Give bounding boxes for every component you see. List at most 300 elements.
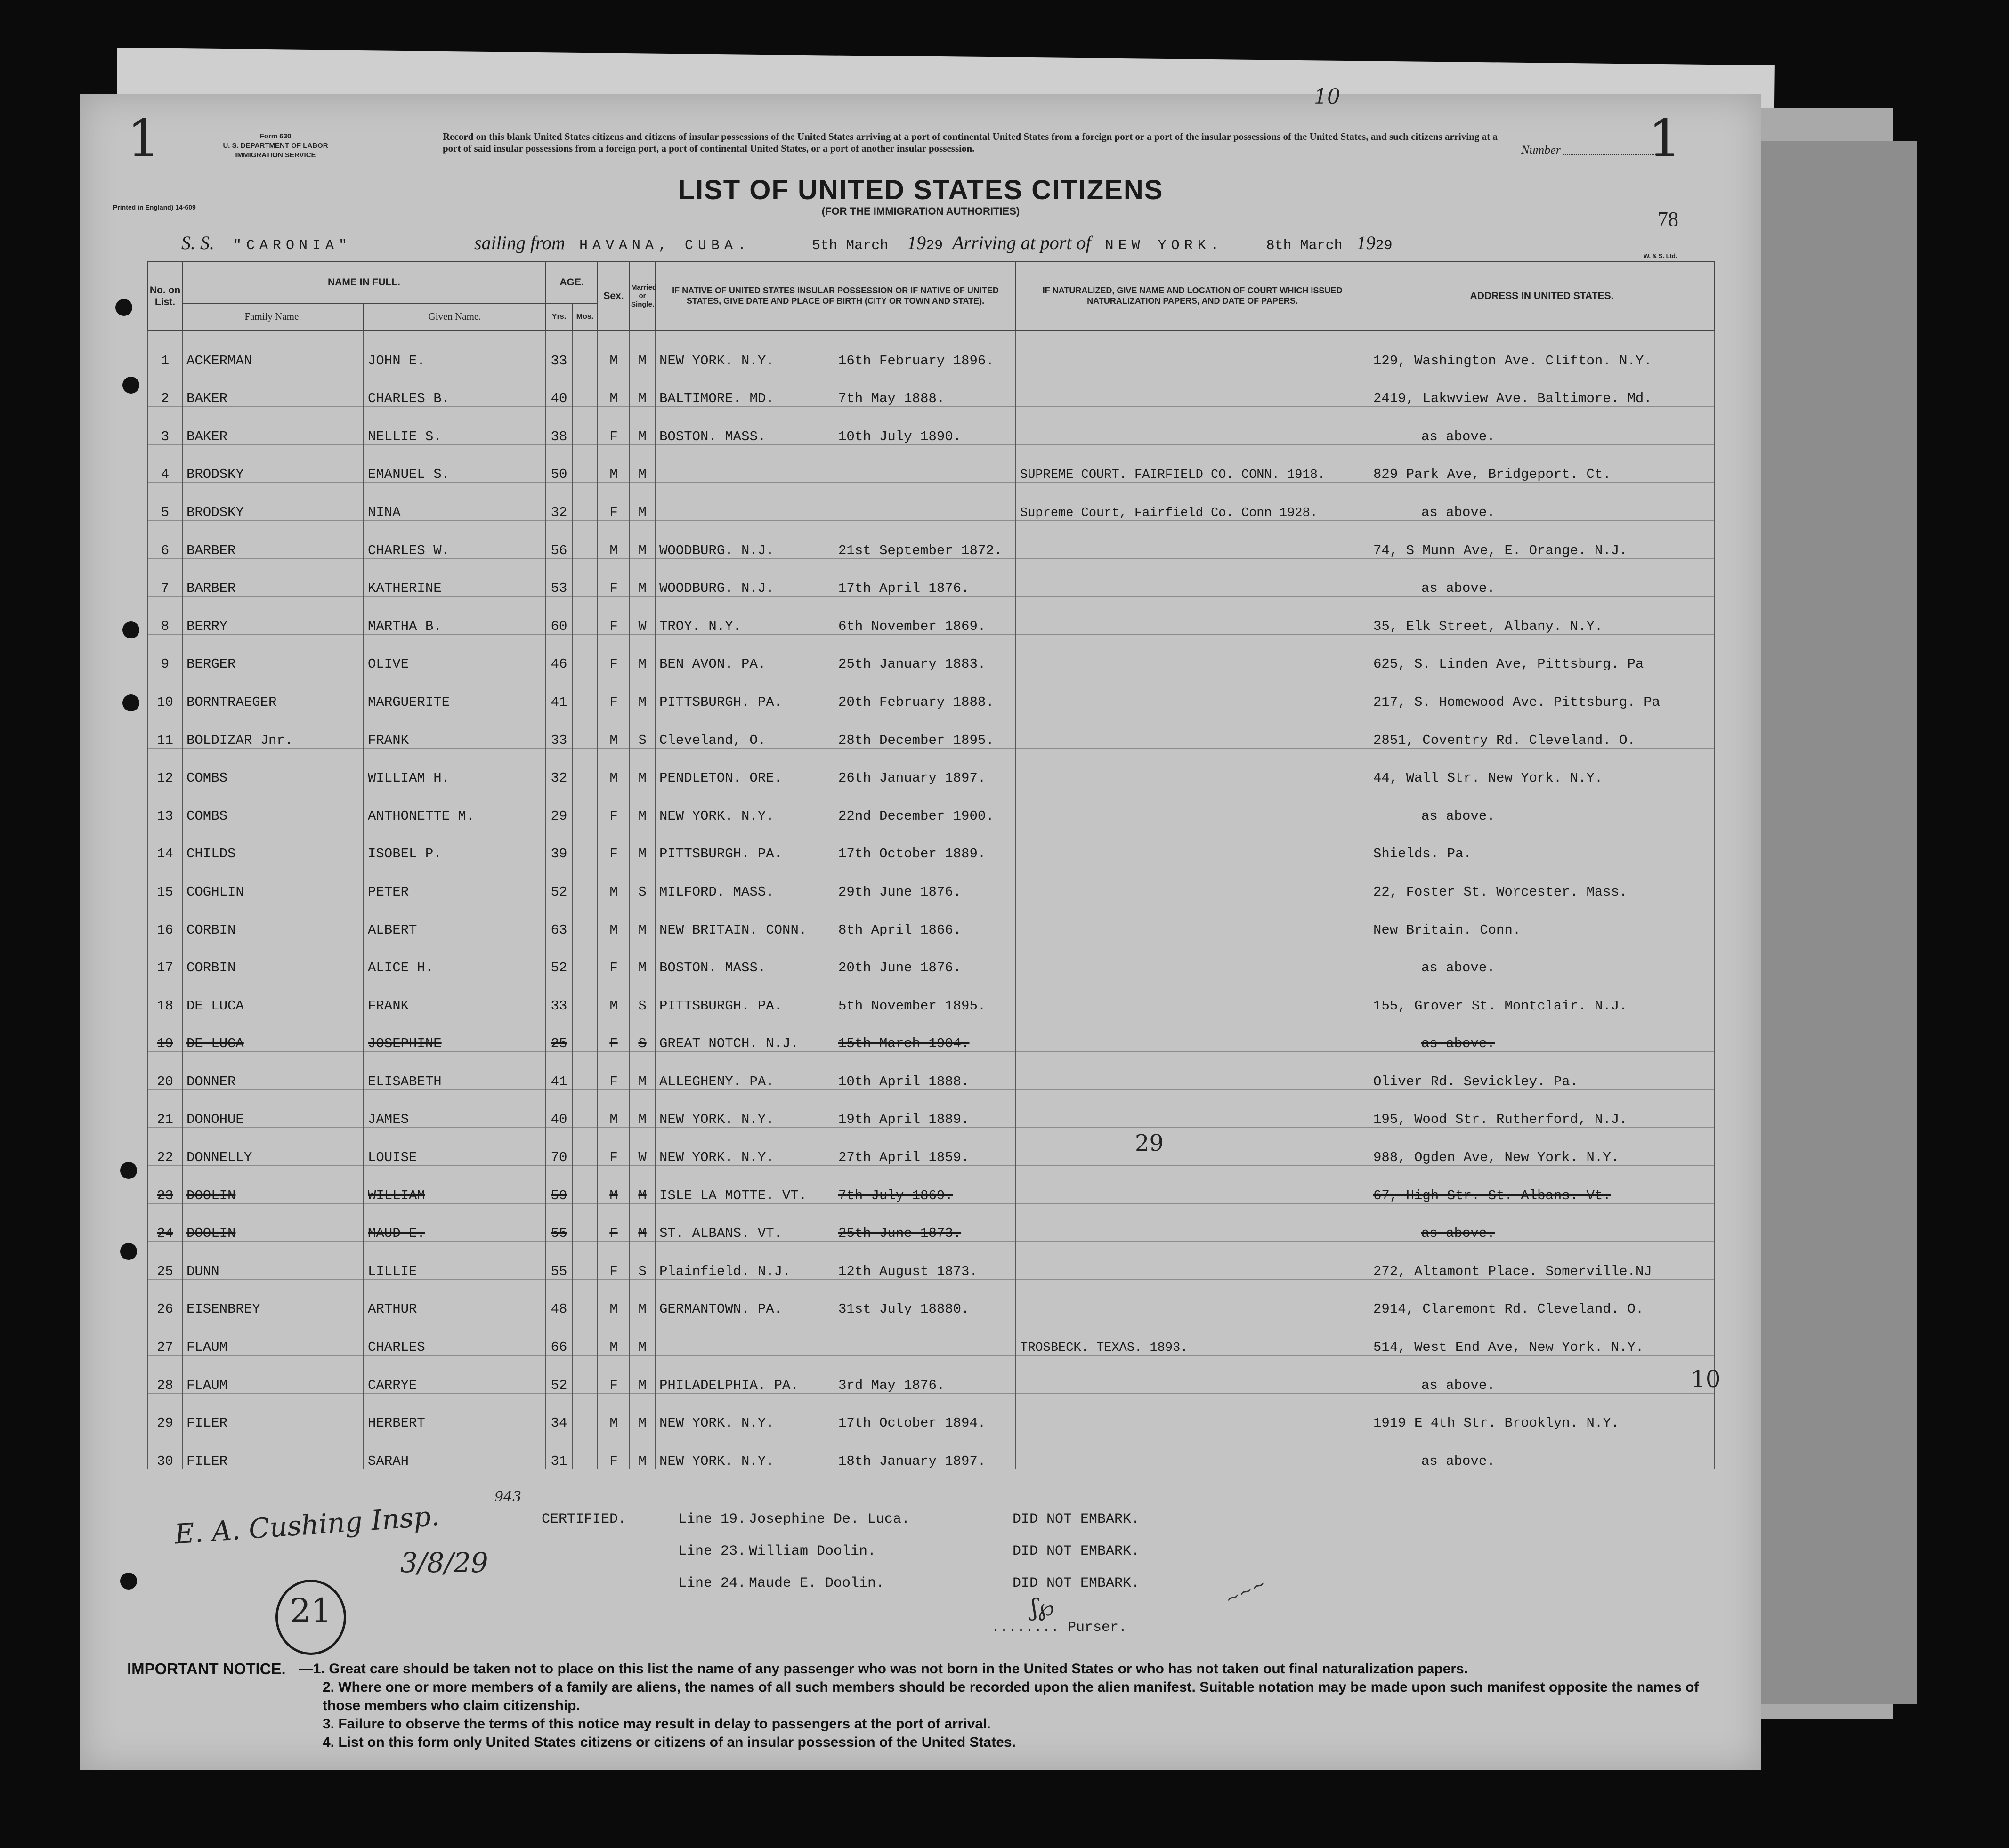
- birth-place: PITTSBURGH. PA.: [659, 846, 783, 862]
- sex: M: [598, 444, 630, 483]
- col-native: IF NATIVE OF UNITED STATES INSULAR POSSESSION OR IF NATIVE OF UNITED STATES, GIVE DATE AND PLACE OF BIRTH (CITY OR TOWN AND STATE).: [655, 262, 1016, 331]
- notice-item: 3. Failure to observe the terms of this notice may result in delay to passengers at the port of arrival.: [323, 1716, 991, 1732]
- given-name: JAMES: [364, 1089, 546, 1128]
- naturalization: [1016, 1128, 1369, 1166]
- given-name: WILLIAM: [364, 1166, 546, 1204]
- naturalization: [1016, 1203, 1369, 1242]
- age-years: 60: [546, 597, 572, 635]
- row-number: 14: [148, 824, 182, 862]
- given-name: WILLIAM H.: [364, 748, 546, 786]
- family-name: BERRY: [182, 597, 364, 635]
- birth-place: GREAT NOTCH. N.J.: [659, 1036, 799, 1052]
- marital-status: M: [630, 1356, 655, 1394]
- binder-hole: [120, 1243, 137, 1260]
- arrival-port: NEW YORK.: [1105, 238, 1224, 254]
- dne-line: Line 24.: [678, 1575, 746, 1591]
- age-years: 41: [546, 1052, 572, 1090]
- row-number: 2: [148, 369, 182, 407]
- address: Oliver Rd. Sevickley. Pa.: [1369, 1052, 1715, 1090]
- given-name: JOSEPHINE: [364, 1014, 546, 1052]
- age-years: 31: [546, 1431, 572, 1469]
- birth-info: [655, 331, 1016, 369]
- table-row: [148, 369, 1715, 407]
- marital-status: M: [630, 824, 655, 862]
- birth-place: TROY. N.Y.: [659, 618, 742, 634]
- table-row: [148, 483, 1715, 521]
- address: as above.: [1369, 1431, 1715, 1469]
- table-row: [148, 1317, 1715, 1356]
- given-name: CHARLES B.: [364, 369, 546, 407]
- birth-date: 21st September 1872.: [838, 542, 1003, 558]
- birth-place: NEW YORK. N.Y.: [659, 353, 774, 369]
- row-number: 11: [148, 710, 182, 748]
- table-row: [148, 672, 1715, 710]
- family-name: DONNELLY: [182, 1128, 364, 1166]
- row-number: 29: [148, 1393, 182, 1431]
- age-years: 33: [546, 710, 572, 748]
- naturalization: [1016, 748, 1369, 786]
- certified-label: CERTIFIED.: [542, 1511, 627, 1527]
- age-years: 55: [546, 1203, 572, 1242]
- sex: M: [598, 1279, 630, 1317]
- birth-place: BOSTON. MASS.: [659, 428, 766, 444]
- age-years: 32: [546, 748, 572, 786]
- age-months: [572, 786, 598, 824]
- naturalization: [1016, 824, 1369, 862]
- given-name: LOUISE: [364, 1128, 546, 1166]
- address: as above.: [1369, 938, 1715, 976]
- family-name: CORBIN: [182, 938, 364, 976]
- birth-info: [655, 710, 1016, 748]
- table-row: [148, 331, 1715, 369]
- sex: F: [598, 1128, 630, 1166]
- form-header: [221, 132, 330, 160]
- row-number: 27: [148, 1317, 182, 1356]
- marital-status: M: [630, 672, 655, 710]
- family-name: BARBER: [182, 520, 364, 558]
- family-name: BAKER: [182, 369, 364, 407]
- sex: F: [598, 634, 630, 672]
- marital-status: M: [630, 331, 655, 369]
- table-row: [148, 1089, 1715, 1128]
- given-name: SARAH: [364, 1431, 546, 1469]
- age-months: [572, 1128, 598, 1166]
- marital-status: M: [630, 558, 655, 597]
- sex: M: [598, 1317, 630, 1356]
- binder-hole: [122, 694, 139, 711]
- binder-hole: [122, 621, 139, 638]
- sex: M: [598, 900, 630, 938]
- arrival-date: 8th March: [1266, 238, 1343, 254]
- sailing-label: sailing from: [474, 232, 566, 253]
- age-months: [572, 1166, 598, 1204]
- family-name: FLAUM: [182, 1317, 364, 1356]
- age-years: 32: [546, 483, 572, 521]
- birth-place: PITTSBURGH. PA.: [659, 998, 783, 1014]
- given-name: ALBERT: [364, 900, 546, 938]
- birth-date: 20th June 1876.: [838, 960, 962, 976]
- naturalization: [1016, 672, 1369, 710]
- birth-date: 31st July 18880.: [838, 1301, 970, 1317]
- table-row: [148, 824, 1715, 862]
- birth-place: GERMANTOWN. PA.: [659, 1301, 783, 1317]
- age-years: 52: [546, 1356, 572, 1394]
- row-number: 6: [148, 520, 182, 558]
- row-number: 3: [148, 407, 182, 445]
- given-name: ALICE H.: [364, 938, 546, 976]
- birth-date: 12th August 1873.: [838, 1263, 978, 1279]
- table-row: [148, 786, 1715, 824]
- notice-lead: IMPORTANT NOTICE.: [127, 1660, 286, 1678]
- family-name: ACKERMAN: [182, 331, 364, 369]
- birth-place: NEW YORK. N.Y.: [659, 1415, 774, 1431]
- family-name: BORNTRAEGER: [182, 672, 364, 710]
- address: New Britain. Conn.: [1369, 900, 1715, 938]
- marital-status: M: [630, 1089, 655, 1128]
- marital-status: M: [630, 1203, 655, 1242]
- age-months: [572, 444, 598, 483]
- given-name: KATHERINE: [364, 558, 546, 597]
- naturalization: Supreme Court, Fairfield Co. Conn 1928.: [1016, 483, 1369, 521]
- dne-name: William Doolin.: [749, 1543, 876, 1559]
- marital-status: M: [630, 369, 655, 407]
- age-years: 56: [546, 520, 572, 558]
- marital-status: M: [630, 407, 655, 445]
- birth-date: 6th November 1869.: [838, 618, 986, 634]
- sex: M: [598, 748, 630, 786]
- address: as above.: [1369, 1203, 1715, 1242]
- sex: F: [598, 938, 630, 976]
- family-name: BARBER: [182, 558, 364, 597]
- age-years: 52: [546, 862, 572, 900]
- binder-hole: [120, 1573, 137, 1590]
- birth-date: 5th November 1895.: [838, 998, 986, 1014]
- birth-place: ISLE LA MOTTE. VT.: [659, 1187, 807, 1203]
- count-annotation: 29: [1135, 1130, 1164, 1156]
- row-number: 28: [148, 1356, 182, 1394]
- circled-count-value: 21: [290, 1591, 332, 1630]
- form-department: U. S. DEPARTMENT OF LABOR: [223, 142, 328, 150]
- table-row: [148, 634, 1715, 672]
- marital-status: S: [630, 1014, 655, 1052]
- marital-status: M: [630, 748, 655, 786]
- birth-info: [655, 1431, 1016, 1469]
- birth-date: 29th June 1876.: [838, 884, 962, 900]
- birth-info: [655, 520, 1016, 558]
- address: 2851, Coventry Rd. Cleveland. O.: [1369, 710, 1715, 748]
- sex: M: [598, 1089, 630, 1128]
- birth-info: [655, 407, 1016, 445]
- marital-status: S: [630, 976, 655, 1014]
- row-number: 22: [148, 1128, 182, 1166]
- age-months: [572, 483, 598, 521]
- marital-status: M: [630, 1166, 655, 1204]
- given-name: OLIVE: [364, 634, 546, 672]
- age-months: [572, 748, 598, 786]
- given-name: CARRYE: [364, 1356, 546, 1394]
- col-address: ADDRESS IN UNITED STATES.: [1369, 262, 1715, 331]
- address: 272, Altamont Place. Somerville.NJ: [1369, 1242, 1715, 1280]
- age-years: 25: [546, 1014, 572, 1052]
- naturalization: [1016, 634, 1369, 672]
- given-name: PETER: [364, 862, 546, 900]
- marital-status: M: [630, 1431, 655, 1469]
- sex: F: [598, 597, 630, 635]
- address: 2419, Lakwview Ave. Baltimore. Md.: [1369, 369, 1715, 407]
- age-years: 48: [546, 1279, 572, 1317]
- address: Shields. Pa.: [1369, 824, 1715, 862]
- given-name: MAUD E.: [364, 1203, 546, 1242]
- birth-info: [655, 558, 1016, 597]
- page-subtitle: (FOR THE IMMIGRATION AUTHORITIES): [821, 205, 1020, 217]
- birth-date: 7th July 1869.: [838, 1187, 953, 1203]
- given-name: FRANK: [364, 976, 546, 1014]
- birth-info: [655, 597, 1016, 635]
- family-name: BRODSKY: [182, 483, 364, 521]
- age-months: [572, 938, 598, 976]
- dne-line: Line 23.: [678, 1543, 746, 1559]
- birth-place: Cleveland, O.: [659, 732, 766, 748]
- birth-info: [655, 824, 1016, 862]
- age-years: 40: [546, 369, 572, 407]
- page-mark-left: 1: [127, 108, 160, 169]
- birth-date: 15th March 1904.: [838, 1036, 970, 1052]
- top-scrawl: 10: [1314, 85, 1340, 109]
- binder-hole: [115, 299, 132, 316]
- marital-status: S: [630, 862, 655, 900]
- address: as above.: [1369, 483, 1715, 521]
- inspector-signature: E. A. Cushing Insp.: [173, 1500, 441, 1550]
- address: 829 Park Ave, Bridgeport. Ct.: [1369, 444, 1715, 483]
- birth-date: 10th April 1888.: [838, 1073, 970, 1089]
- age-months: [572, 558, 598, 597]
- table-row: [148, 1014, 1715, 1052]
- row-number: 26: [148, 1279, 182, 1317]
- birth-info: [655, 900, 1016, 938]
- birth-place: NEW YORK. N.Y.: [659, 1453, 774, 1469]
- important-notice: [127, 1660, 1714, 1751]
- birth-date: 17th April 1876.: [838, 581, 970, 597]
- age-months: [572, 407, 598, 445]
- row-number: 1: [148, 331, 182, 369]
- age-years: 63: [546, 900, 572, 938]
- birth-info: [655, 938, 1016, 976]
- form-number: Form 630: [259, 132, 292, 140]
- departure-port: HAVANA, CUBA.: [579, 238, 751, 254]
- naturalization: [1016, 862, 1369, 900]
- table-row: [148, 444, 1715, 483]
- marital-status: M: [630, 520, 655, 558]
- naturalization: [1016, 520, 1369, 558]
- naturalization: SUPREME COURT. FAIRFIELD CO. CONN. 1918.: [1016, 444, 1369, 483]
- address: 988, Ogden Ave, New York. N.Y.: [1369, 1128, 1715, 1166]
- marital-status: M: [630, 900, 655, 938]
- naturalization: [1016, 976, 1369, 1014]
- col-sex: Sex.: [598, 262, 630, 331]
- age-years: 50: [546, 444, 572, 483]
- row-number: 13: [148, 786, 182, 824]
- table-row: [148, 976, 1715, 1014]
- age-months: [572, 331, 598, 369]
- dne-name: Maude E. Doolin.: [749, 1575, 885, 1591]
- table-row: [148, 1203, 1715, 1242]
- sex: M: [598, 331, 630, 369]
- passenger-table: [147, 261, 1715, 1469]
- col-family-name: Family Name.: [182, 303, 364, 331]
- naturalization: [1016, 1242, 1369, 1280]
- table-row: [148, 597, 1715, 635]
- family-name: BRODSKY: [182, 444, 364, 483]
- address: 22, Foster St. Worcester. Mass.: [1369, 862, 1715, 900]
- address: 1919 E 4th Str. Brooklyn. N.Y.: [1369, 1393, 1715, 1431]
- age-months: [572, 1317, 598, 1356]
- marital-status: M: [630, 1279, 655, 1317]
- address: 514, West End Ave, New York. N.Y.: [1369, 1317, 1715, 1356]
- birth-info: [655, 862, 1016, 900]
- birth-place: NEW YORK. N.Y.: [659, 1150, 774, 1166]
- age-months: [572, 710, 598, 748]
- naturalization: [1016, 1014, 1369, 1052]
- family-name: DE LUCA: [182, 976, 364, 1014]
- table-row: [148, 900, 1715, 938]
- given-name: JOHN E.: [364, 331, 546, 369]
- sex: F: [598, 1431, 630, 1469]
- manifest-page: [80, 85, 1761, 1770]
- table-row: [148, 1279, 1715, 1317]
- age-months: [572, 1279, 598, 1317]
- marital-status: W: [630, 1128, 655, 1166]
- table-row: [148, 1431, 1715, 1469]
- row-number: 7: [148, 558, 182, 597]
- naturalization: [1016, 369, 1369, 407]
- family-name: CORBIN: [182, 900, 364, 938]
- sex: F: [598, 483, 630, 521]
- row-number: 17: [148, 938, 182, 976]
- naturalization: [1016, 938, 1369, 976]
- age-months: [572, 520, 598, 558]
- birth-info: [655, 976, 1016, 1014]
- birth-date: 26th January 1897.: [838, 770, 986, 786]
- age-months: [572, 1203, 598, 1242]
- address: 2914, Claremont Rd. Cleveland. O.: [1369, 1279, 1715, 1317]
- row-number: 4: [148, 444, 182, 483]
- row-number: 10: [148, 672, 182, 710]
- arrival-year-prefix: 19: [1356, 232, 1376, 253]
- birth-info: [655, 634, 1016, 672]
- number-label: Number: [1521, 143, 1561, 157]
- address: 625, S. Linden Ave, Pittsburg. Pa: [1369, 634, 1715, 672]
- naturalization: [1016, 407, 1369, 445]
- naturalization: [1016, 558, 1369, 597]
- family-name: DOOLIN: [182, 1203, 364, 1242]
- dne-line: Line 19.: [678, 1511, 746, 1527]
- family-name: DONNER: [182, 1052, 364, 1090]
- naturalization: [1016, 1393, 1369, 1431]
- address: 67, High Str. St. Albans. Vt.: [1369, 1166, 1715, 1204]
- sailing-date: 5th March: [812, 238, 889, 254]
- row-number: 30: [148, 1431, 182, 1469]
- age-years: 39: [546, 824, 572, 862]
- age-years: 59: [546, 1166, 572, 1204]
- sex: F: [598, 1203, 630, 1242]
- printed-note: Printed in England) 14-609: [113, 203, 196, 211]
- birth-date: 19th April 1889.: [838, 1112, 970, 1128]
- family-name: DONOHUE: [182, 1089, 364, 1128]
- birth-place: BALTIMORE. MD.: [659, 391, 774, 407]
- age-years: 53: [546, 558, 572, 597]
- age-months: [572, 824, 598, 862]
- table-row: [148, 938, 1715, 976]
- family-name: FLAUM: [182, 1356, 364, 1394]
- age-months: [572, 976, 598, 1014]
- birth-date: 3rd May 1876.: [838, 1377, 945, 1393]
- col-yrs: Yrs.: [546, 303, 572, 331]
- address: 129, Washington Ave. Clifton. N.Y.: [1369, 331, 1715, 369]
- birth-place: PHILADELPHIA. PA.: [659, 1377, 799, 1393]
- family-name: EISENBREY: [182, 1279, 364, 1317]
- age-months: [572, 672, 598, 710]
- birth-info: [655, 1089, 1016, 1128]
- dne-name: Josephine De. Luca.: [749, 1511, 910, 1527]
- sex: M: [598, 1393, 630, 1431]
- birth-date: 20th February 1888.: [838, 694, 994, 710]
- family-name: DUNN: [182, 1242, 364, 1280]
- age-months: [572, 1014, 598, 1052]
- row-number: 25: [148, 1242, 182, 1280]
- age-months: [572, 1356, 598, 1394]
- col-name-in-full: NAME IN FULL.: [182, 262, 546, 303]
- page-title: LIST OF UNITED STATES CITIZENS: [678, 175, 1164, 205]
- row-number: 9: [148, 634, 182, 672]
- age-years: 52: [546, 938, 572, 976]
- notice-item: 4. List on this form only United States citizens or citizens of an insular possession of the United States.: [323, 1735, 1016, 1750]
- row-number: 24: [148, 1203, 182, 1242]
- table-row: [148, 1242, 1715, 1280]
- birth-date: 16th February 1896.: [838, 353, 994, 369]
- binder-hole: [120, 1162, 137, 1179]
- marital-status: M: [630, 938, 655, 976]
- given-name: MARGUERITE: [364, 672, 546, 710]
- circled-count: [275, 1580, 346, 1655]
- given-name: HERBERT: [364, 1393, 546, 1431]
- given-name: CHARLES W.: [364, 520, 546, 558]
- birth-place: PITTSBURGH. PA.: [659, 694, 783, 710]
- birth-info: [655, 1203, 1016, 1242]
- col-naturalized: IF NATURALIZED, GIVE NAME AND LOCATION OF COURT WHICH ISSUED NATURALIZATION PAPERS, AND DATE OF PAPERS.: [1016, 262, 1369, 331]
- birth-info: [655, 748, 1016, 786]
- dne-status: DID NOT EMBARK.: [1013, 1543, 1140, 1559]
- sex: F: [598, 1014, 630, 1052]
- birth-place: ALLEGHENY. PA.: [659, 1073, 774, 1089]
- age-months: [572, 1431, 598, 1469]
- marital-status: M: [630, 786, 655, 824]
- purser-signature: ʃ℘: [1031, 1594, 1054, 1621]
- marital-status: M: [630, 1393, 655, 1431]
- notice-items: [127, 1660, 1714, 1751]
- age-years: 38: [546, 407, 572, 445]
- purser-line: ........ Purser.: [991, 1620, 1127, 1636]
- age-years: 55: [546, 1242, 572, 1280]
- birth-place: NEW YORK. N.Y.: [659, 1112, 774, 1128]
- marital-status: M: [630, 444, 655, 483]
- birth-info: [655, 1393, 1016, 1431]
- naturalization: [1016, 710, 1369, 748]
- sex: F: [598, 407, 630, 445]
- marital-status: M: [630, 634, 655, 672]
- birth-date: 17th October 1889.: [838, 846, 986, 862]
- table-row: [148, 862, 1715, 900]
- marital-status: M: [630, 1317, 655, 1356]
